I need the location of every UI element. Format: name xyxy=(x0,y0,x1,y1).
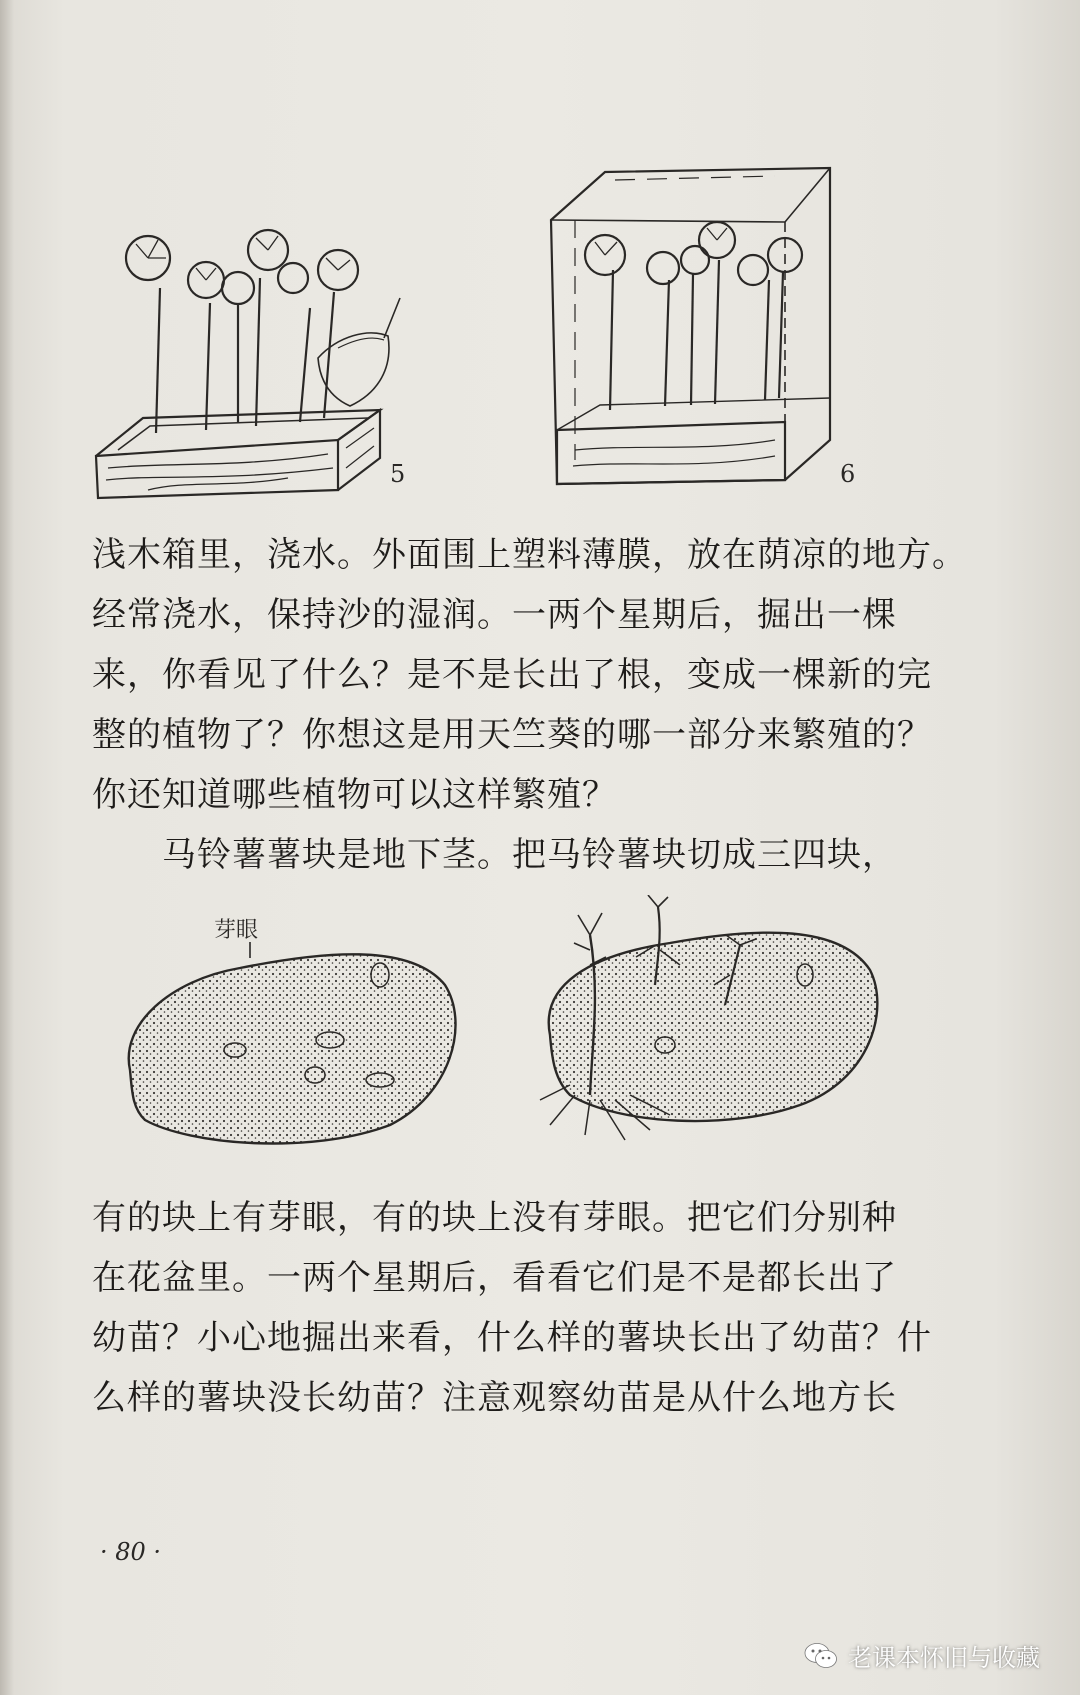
page-edge-shadow xyxy=(0,0,14,1695)
text-line: 马铃薯薯块是地下茎。把马铃薯块切成三四块， xyxy=(162,835,897,875)
watermark xyxy=(804,1638,1040,1673)
page-number: · 80 · xyxy=(100,1538,162,1566)
figure-5-illustration xyxy=(88,218,418,503)
watermark-text: 老课本怀旧与收藏 xyxy=(848,1644,1040,1672)
figure-6-number: 6 xyxy=(840,460,856,488)
wechat-icon xyxy=(804,1642,838,1670)
text-line: 么样的薯块没长幼苗？注意观察幼苗是从什么地方长 xyxy=(92,1378,897,1418)
text-line: 幼苗？小心地掘出来看，什么样的薯块长出了幼苗？什 xyxy=(92,1318,932,1358)
potato-illustration-right xyxy=(530,895,890,1160)
potato-illustration-left xyxy=(110,930,470,1155)
text-line: 你还知道哪些植物可以这样繁殖？ xyxy=(92,775,617,815)
text-line: 浅木箱里，浇水。外面围上塑料薄膜，放在荫凉的地方。 xyxy=(92,535,967,575)
paragraph-top xyxy=(92,525,992,885)
text-line: 整的植物了？你想这是用天竺葵的哪一部分来繁殖的？ xyxy=(92,715,932,755)
figure-5-number: 5 xyxy=(390,460,406,488)
text-line: 经常浇水，保持沙的湿润。一两个星期后，掘出一棵 xyxy=(92,595,897,635)
figure-6-illustration xyxy=(545,160,840,495)
bud-eye-label: 芽眼 xyxy=(214,918,259,943)
text-line: 来，你看见了什么？是不是长出了根，变成一棵新的完 xyxy=(92,655,932,695)
paragraph-bottom xyxy=(92,1188,992,1428)
text-line: 有的块上有芽眼，有的块上没有芽眼。把它们分别种 xyxy=(92,1198,897,1238)
text-line: 在花盆里。一两个星期后，看看它们是不是都长出了 xyxy=(92,1258,897,1298)
